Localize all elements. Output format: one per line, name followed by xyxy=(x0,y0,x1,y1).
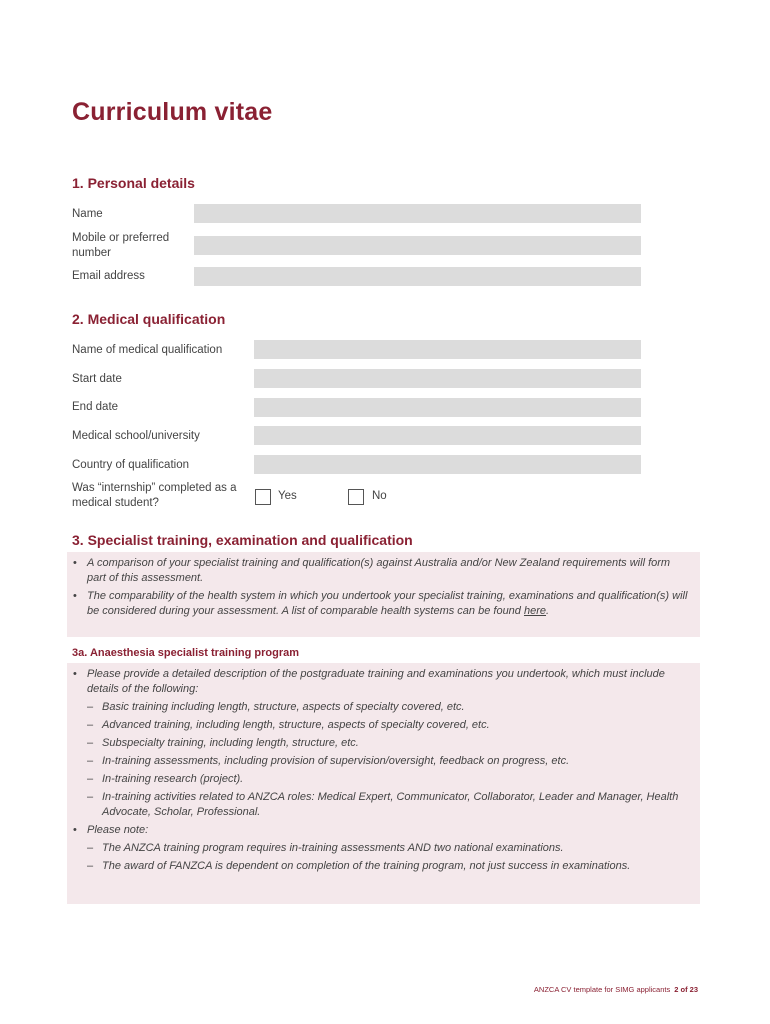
qualification-name-label: Name of medical qualification xyxy=(72,344,223,356)
medical-school-field[interactable] xyxy=(254,426,641,445)
list-item: – Subspecialty training, including length, structure, etc. xyxy=(67,736,688,751)
list-item: – In-training research (project). xyxy=(67,772,688,787)
footer-page-number: 2 of 23 xyxy=(674,985,698,994)
list-item: – The ANZCA training program requires in-training assessments AND two national examinations. xyxy=(67,841,688,856)
section-specialist-training-heading: 3. Specialist training, examination and qualification xyxy=(72,532,413,548)
training-intro: • Please provide a detailed description of the postgraduate training and examinations you undertook, which must include details of the following: xyxy=(67,667,688,697)
please-note-label: • Please note: xyxy=(67,823,688,838)
email-field[interactable] xyxy=(194,267,641,286)
internship-no-label: No xyxy=(372,490,387,502)
country-label: Country of qualification xyxy=(72,459,189,471)
page-title: Curriculum vitae xyxy=(72,98,273,126)
list-item: – In-training activities related to ANZCA roles: Medical Expert, Communicator, Collaborator, Leader and Manager, Health Advocate, Scholar, Professional. xyxy=(67,790,688,820)
section-medical-qualification-heading: 2. Medical qualification xyxy=(72,311,226,327)
note-health-system xyxy=(67,589,688,619)
list-item: – Basic training including length, structure, aspects of specialty covered, etc. xyxy=(67,700,688,715)
end-date-field[interactable] xyxy=(254,398,641,417)
section-3a-heading: 3a. Anaesthesia specialist training program xyxy=(72,647,300,659)
note-health-system-text: The comparability of the health system in which you undertook your specialist training, examinations and qualification(s) will be considered during your assessment. A list of comparable health systems can be found xyxy=(87,590,688,617)
specialist-training-notes xyxy=(67,552,700,637)
internship-yes-label: Yes xyxy=(278,490,297,502)
footer-doc-title: ANZCA CV template for SIMG applicants xyxy=(533,985,671,994)
email-label: Email address xyxy=(72,270,145,282)
internship-yes-checkbox[interactable] xyxy=(255,489,271,505)
start-date-label: Start date xyxy=(72,373,122,385)
mobile-field[interactable] xyxy=(194,236,641,255)
list-item: – The award of FANZCA is dependent on completion of the training program, not just success in examinations. xyxy=(67,859,688,874)
medical-school-label: Medical school/university xyxy=(72,430,200,442)
internship-label: Was “internship” completed as a medical student? xyxy=(72,482,237,509)
list-item: – Advanced training, including length, structure, aspects of specialty covered, etc. xyxy=(67,718,688,733)
comparable-health-systems-link[interactable]: here xyxy=(523,605,547,617)
list-item: – In-training assessments, including provision of supervision/oversight, feedback on progress, etc. xyxy=(67,754,688,769)
page-footer xyxy=(534,985,698,994)
country-field[interactable] xyxy=(254,455,641,474)
qualification-name-field[interactable] xyxy=(254,340,641,359)
note-comparison: • A comparison of your specialist training and qualification(s) against Australia and/or New Zealand requirements will form part of this assessment. xyxy=(67,556,688,586)
name-label: Name xyxy=(72,208,103,220)
internship-no-checkbox[interactable] xyxy=(348,489,364,505)
name-field[interactable] xyxy=(194,204,641,223)
end-date-label: End date xyxy=(72,401,119,413)
note-health-system-period: . xyxy=(546,605,550,617)
mobile-label: Mobile or preferred number xyxy=(72,232,170,259)
anaesthesia-training-response-box[interactable] xyxy=(67,663,700,904)
start-date-field[interactable] xyxy=(254,369,641,388)
section-personal-details-heading: 1. Personal details xyxy=(72,175,195,191)
